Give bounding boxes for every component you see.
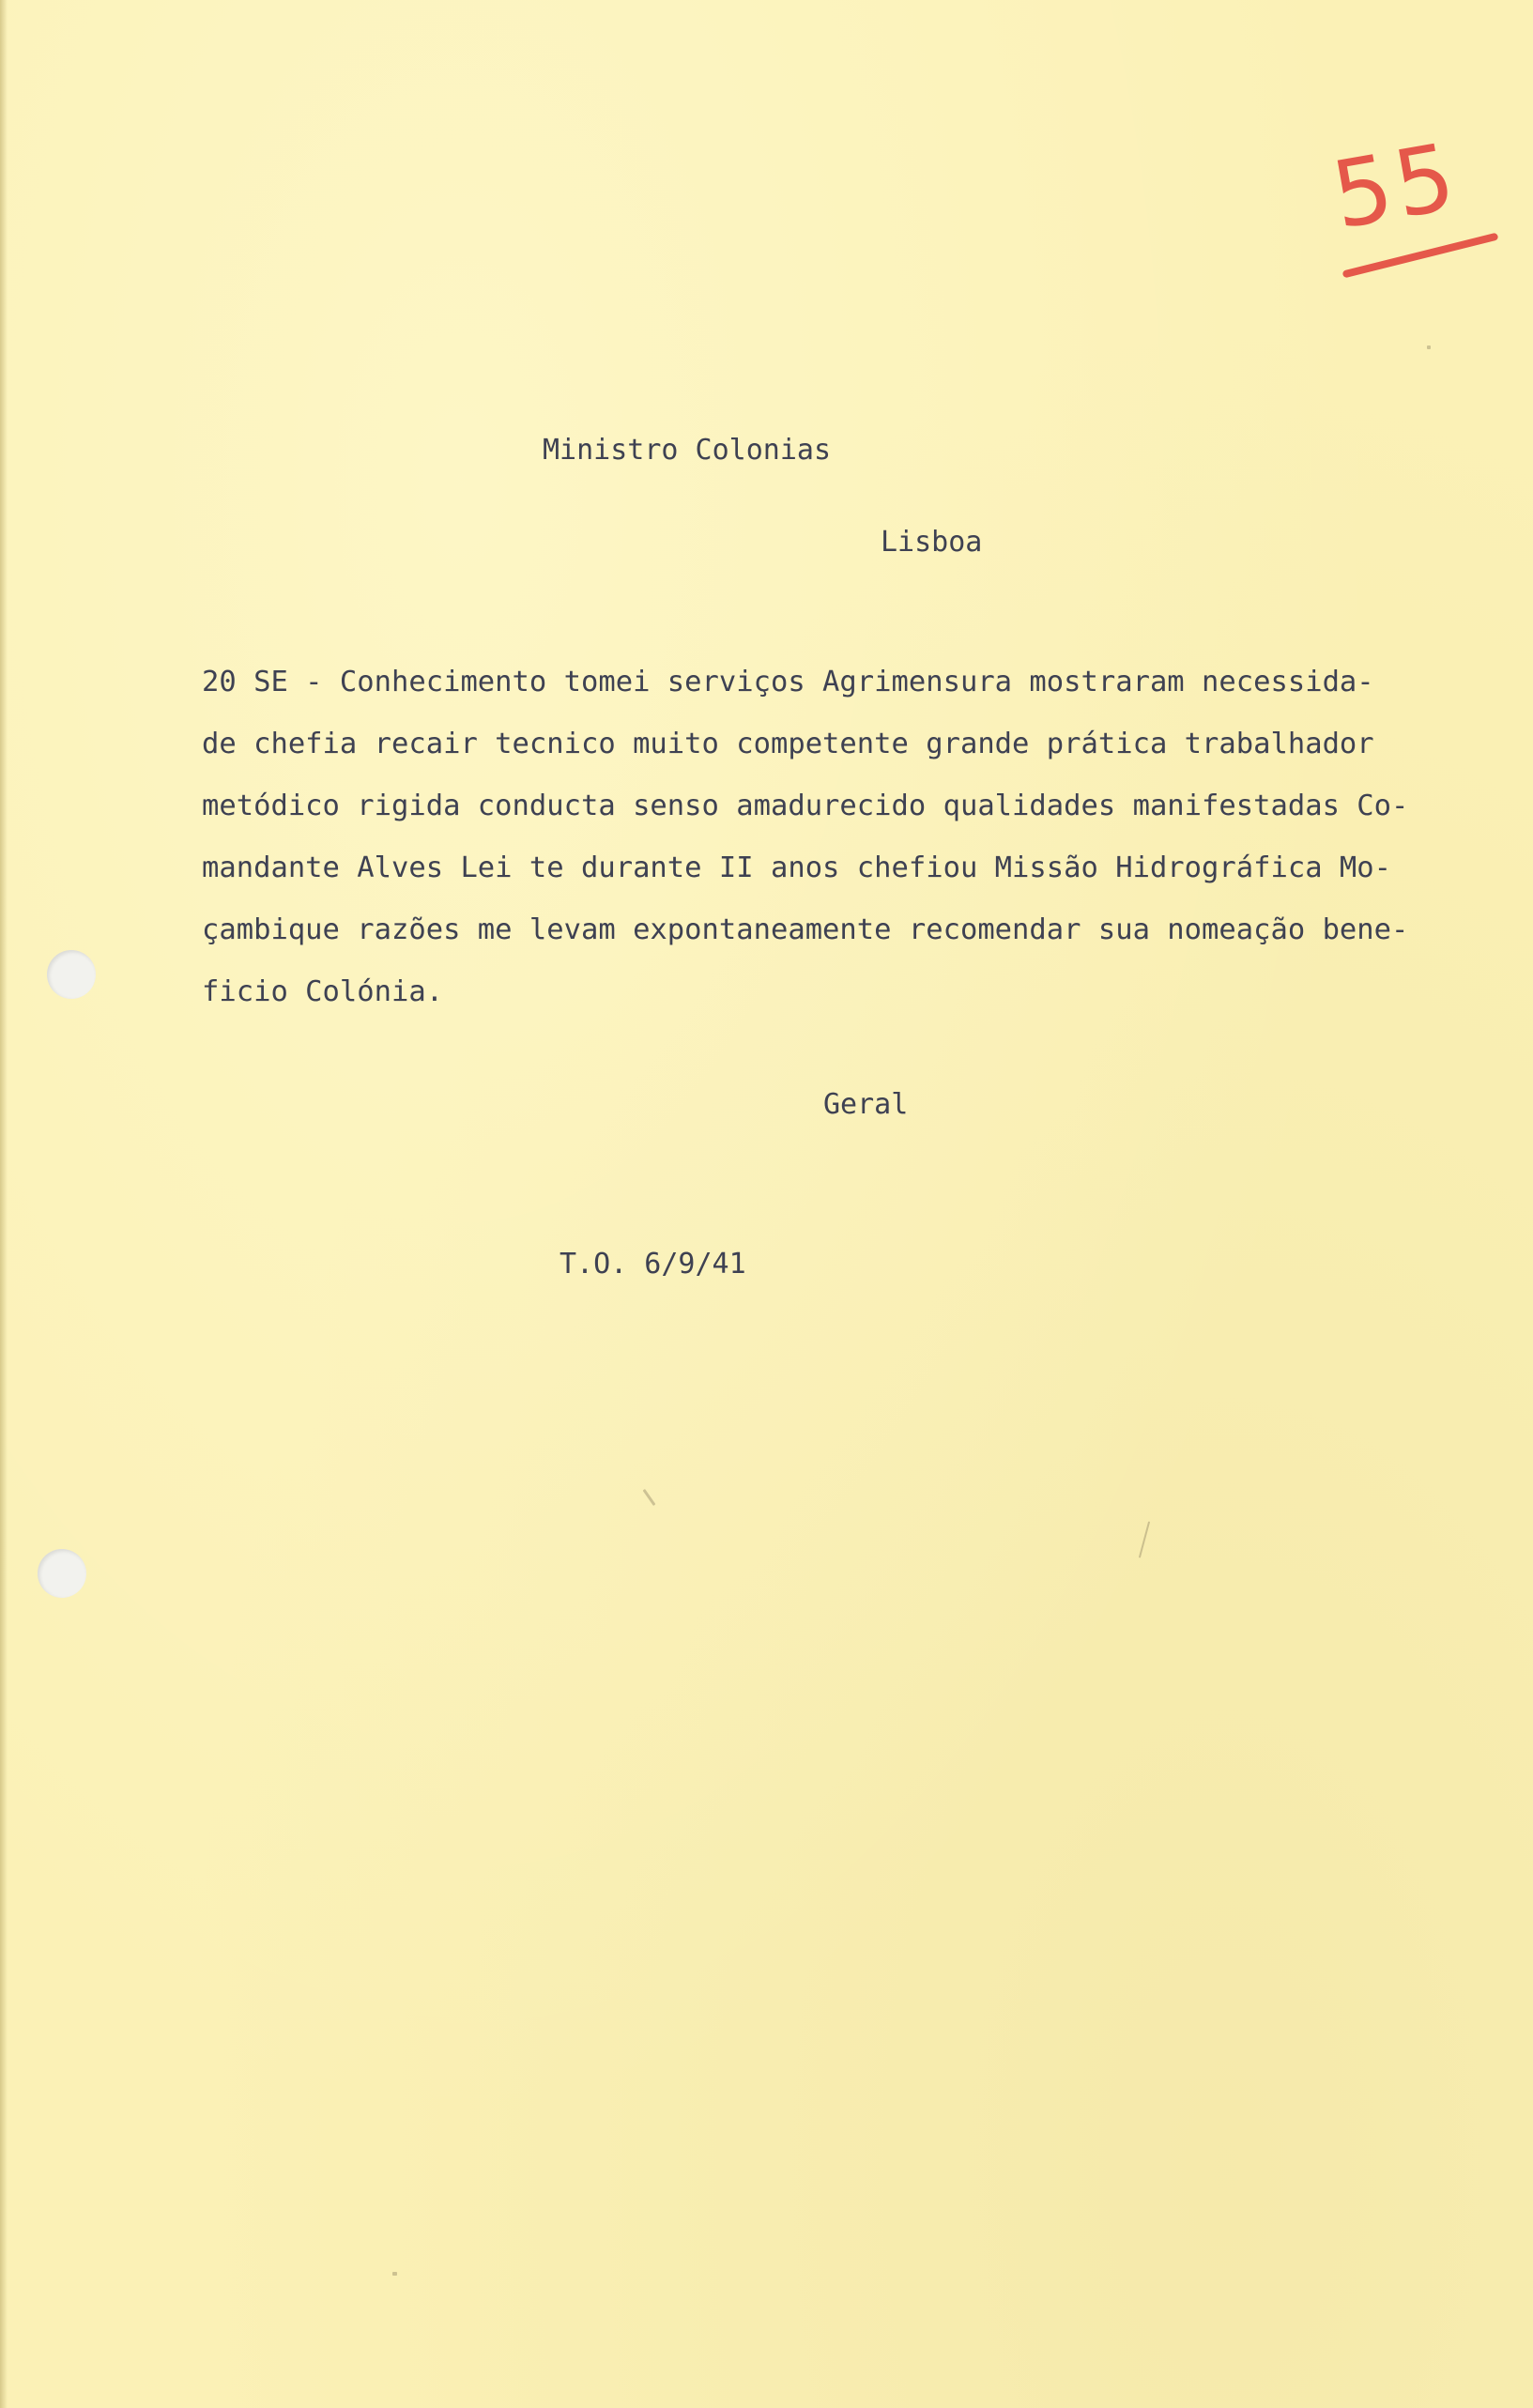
body-line: de chefia recair tecnico muito competente grande prática trabalhador: [202, 728, 1374, 760]
punch-hole-lower: [38, 1549, 86, 1598]
addressee: Ministro Colonias: [543, 434, 832, 467]
signature: Geral: [823, 1088, 909, 1121]
body-line: ficio Colónia.: [202, 975, 444, 1008]
body-line: çambique razões me levam expontaneamente recomendar sua nomeação bene-: [202, 913, 1409, 946]
telegram-body: [202, 652, 1525, 1023]
paper-speck: [392, 2272, 397, 2276]
reference-code: T.O. 6/9/41: [560, 1248, 746, 1281]
punch-hole-upper: [47, 950, 96, 999]
body-line: 20 SE - Conhecimento tomei serviços Agrimensura mostraram necessida-: [202, 666, 1374, 698]
paper-speck: [1139, 1521, 1150, 1557]
body-line: mandante Alves Lei te durante II anos chefiou Missão Hidrográfica Mo-: [202, 851, 1392, 884]
body-line: metódico rigida conducta senso amadurecido qualidades manifestadas Co-: [202, 790, 1409, 822]
page-number-annotation: 55: [1325, 123, 1466, 251]
paper-edge: [0, 0, 8, 2408]
city: Lisboa: [881, 526, 983, 559]
paper-speck: [643, 1489, 656, 1506]
paper-speck: [1427, 345, 1431, 349]
